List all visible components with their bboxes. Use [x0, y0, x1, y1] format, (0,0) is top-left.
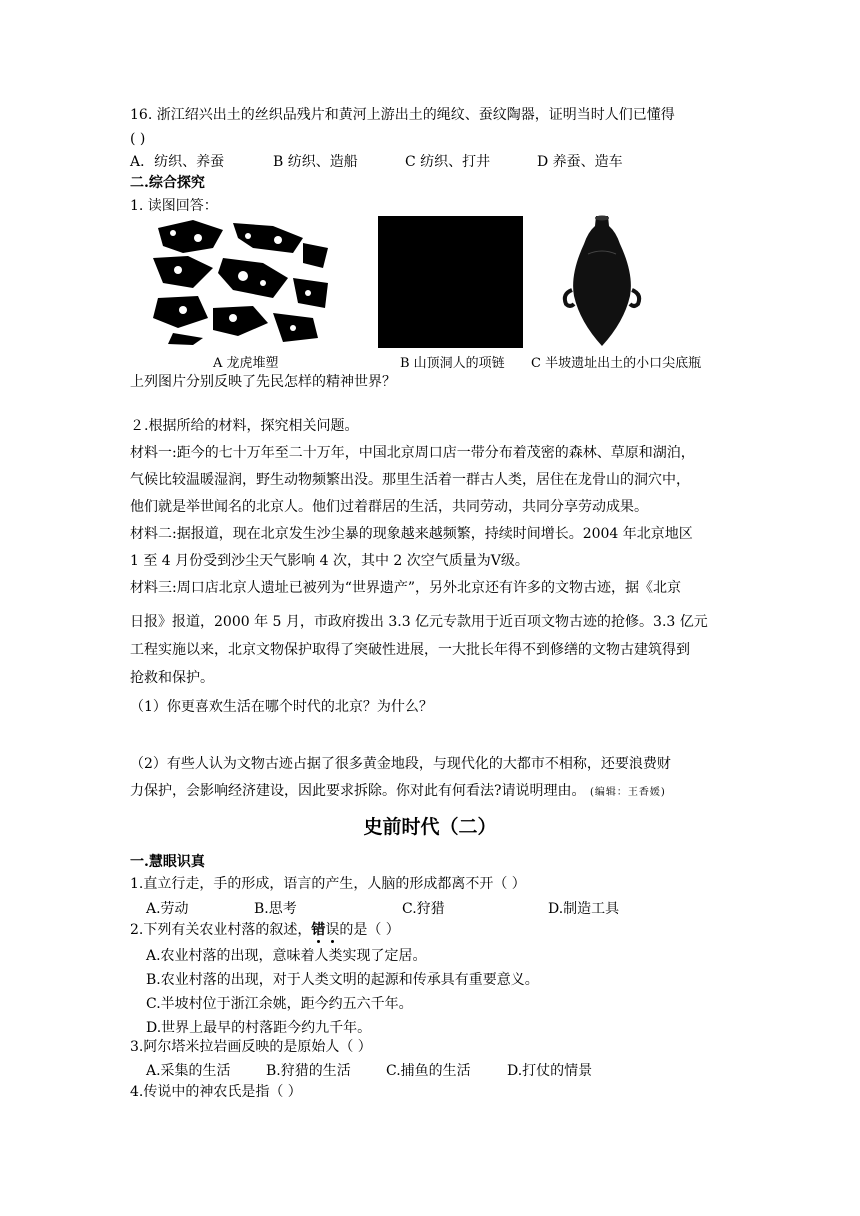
- section2-heading: 二.综合探究: [130, 175, 205, 191]
- q1-option-a: A.劳动: [146, 901, 189, 917]
- q1-option-c: C.狩猎: [402, 901, 445, 917]
- q16-option-b: B 纺织、造船: [273, 154, 358, 170]
- q2-emphasis-char: 误: [325, 922, 340, 938]
- q16-option-c: C 纺织、打井: [405, 154, 491, 170]
- pointed-bottle-image: [558, 214, 646, 348]
- section2-sub-question-2-line1: （2）有些人认为文物古迹占据了很多黄金地段，与现代化的大都市不相称，还要浪费财: [130, 756, 671, 772]
- q2-option-a: A.农业村落的出现，意味着人类实现了定居。: [146, 948, 427, 964]
- q1-option-d: D.制造工具: [548, 901, 620, 917]
- material-line: 日报》报道，2000 年 5 月，市政府拨出 3.3 亿元专款用于近百项文物古迹的抢修。3.3 亿元: [130, 614, 708, 630]
- q2-emphasis-char: 错: [311, 922, 326, 938]
- question-3-stem: 3.阿尔塔米拉岩画反映的是原始人（ ）: [130, 1039, 372, 1055]
- image-caption-c: C 半坡遗址出土的小口尖底瓶: [531, 356, 702, 371]
- section2-q1-question: 上列图片分别反映了先民怎样的精神世界？: [130, 374, 396, 390]
- q2-option-d: D.世界上最早的村落距今约九千年。: [146, 1020, 372, 1036]
- q3-option-d: D.打仗的情景: [507, 1063, 593, 1079]
- section2-q2-prompt: ２.根据所给的材料，探究相关问题。: [130, 418, 359, 434]
- material-line: 材料一:距今的七十万年至二十万年，中国北京周口店一带分布着茂密的森林、草原和湖泊，: [130, 445, 695, 461]
- q1-option-b: B.思考: [254, 901, 297, 917]
- section2-q1-prompt: 1. 读图回答：: [130, 198, 218, 214]
- q16-option-d: D 养蚕、造车: [537, 154, 623, 170]
- q3-option-b: B.狩猎的生活: [266, 1063, 351, 1079]
- question-4-stem: 4.传说中的神农氏是指（ ）: [130, 1084, 302, 1100]
- question-2-stem: [130, 920, 400, 940]
- material-line: 材料三:周口店北京人遗址已被列为“世界遗产”，另外北京还有许多的文物古迹，据《北京: [130, 580, 682, 596]
- material-line: 他们就是举世闻名的北京人。他们过着群居的生活，共同劳动，共同分享劳动成果。: [130, 499, 648, 515]
- image-caption-a: A 龙虎堆塑: [213, 356, 279, 371]
- material-line: 工程实施以来，北京文物保护取得了突破性进展，一大批长年得不到修缮的文物古建筑得到: [130, 642, 690, 658]
- q3-option-a: A.采集的生活: [146, 1063, 231, 1079]
- q3-option-c: C.捕鱼的生活: [386, 1063, 471, 1079]
- section2-sub-question-2-line2: [130, 781, 666, 803]
- q2-option-c: C.半坡村位于浙江余姚，距今约五六千年。: [146, 996, 413, 1012]
- material-line: 气候比较温暖湿润，野生动物频繁出没。那里生活着一群古人类，居住在龙骨山的洞穴中，: [130, 472, 690, 488]
- q2-text-before: 2.下列有关农业村落的叙述，: [130, 922, 312, 938]
- section1-heading: 一.慧眼识真: [130, 854, 205, 870]
- dragon-tiger-mosaic-image: [153, 218, 331, 346]
- image-caption-b: B 山顶洞人的项链: [400, 356, 505, 371]
- question-1-stem: 1.直立行走，手的形成，语言的产生，人脑的形成都离不开（ ）: [130, 876, 526, 892]
- section2-sub-question-1: （1）你更喜欢生活在哪个时代的北京？为什么？: [130, 699, 433, 715]
- q2-text-after: 的是（ ）: [339, 922, 400, 938]
- page-title: 史前时代（二）: [363, 816, 497, 838]
- q16-stem-line2: ( ): [130, 131, 146, 147]
- necklace-image: [378, 216, 523, 348]
- material-line: 1 至 4 月份受到沙尘天气影响 4 次，其中 2 次空气质量为Ⅴ级。: [130, 553, 529, 569]
- material-line: 材料二:据报道，现在北京发生沙尘暴的现象越来越频繁，持续时间增长。2004 年北京地区: [130, 526, 693, 542]
- q2-option-b: B.农业村落的出现，对于人类文明的起源和传承具有重要意义。: [146, 972, 539, 988]
- material-line: 抢救和保护。: [130, 670, 214, 686]
- editor-credit: (编辑：王香媛): [589, 787, 666, 798]
- q16-option-a: A．纺织、养蚕: [130, 154, 225, 170]
- sub-question-2-text: 力保护，会影响经济建设，因此要求拆除。你对此有何看法?请说明理由。: [130, 783, 586, 799]
- q16-stem-line1: 16. 浙江绍兴出土的丝织品残片和黄河上游出土的绳纹、蚕纹陶器，证明当时人们已懂得: [130, 107, 675, 123]
